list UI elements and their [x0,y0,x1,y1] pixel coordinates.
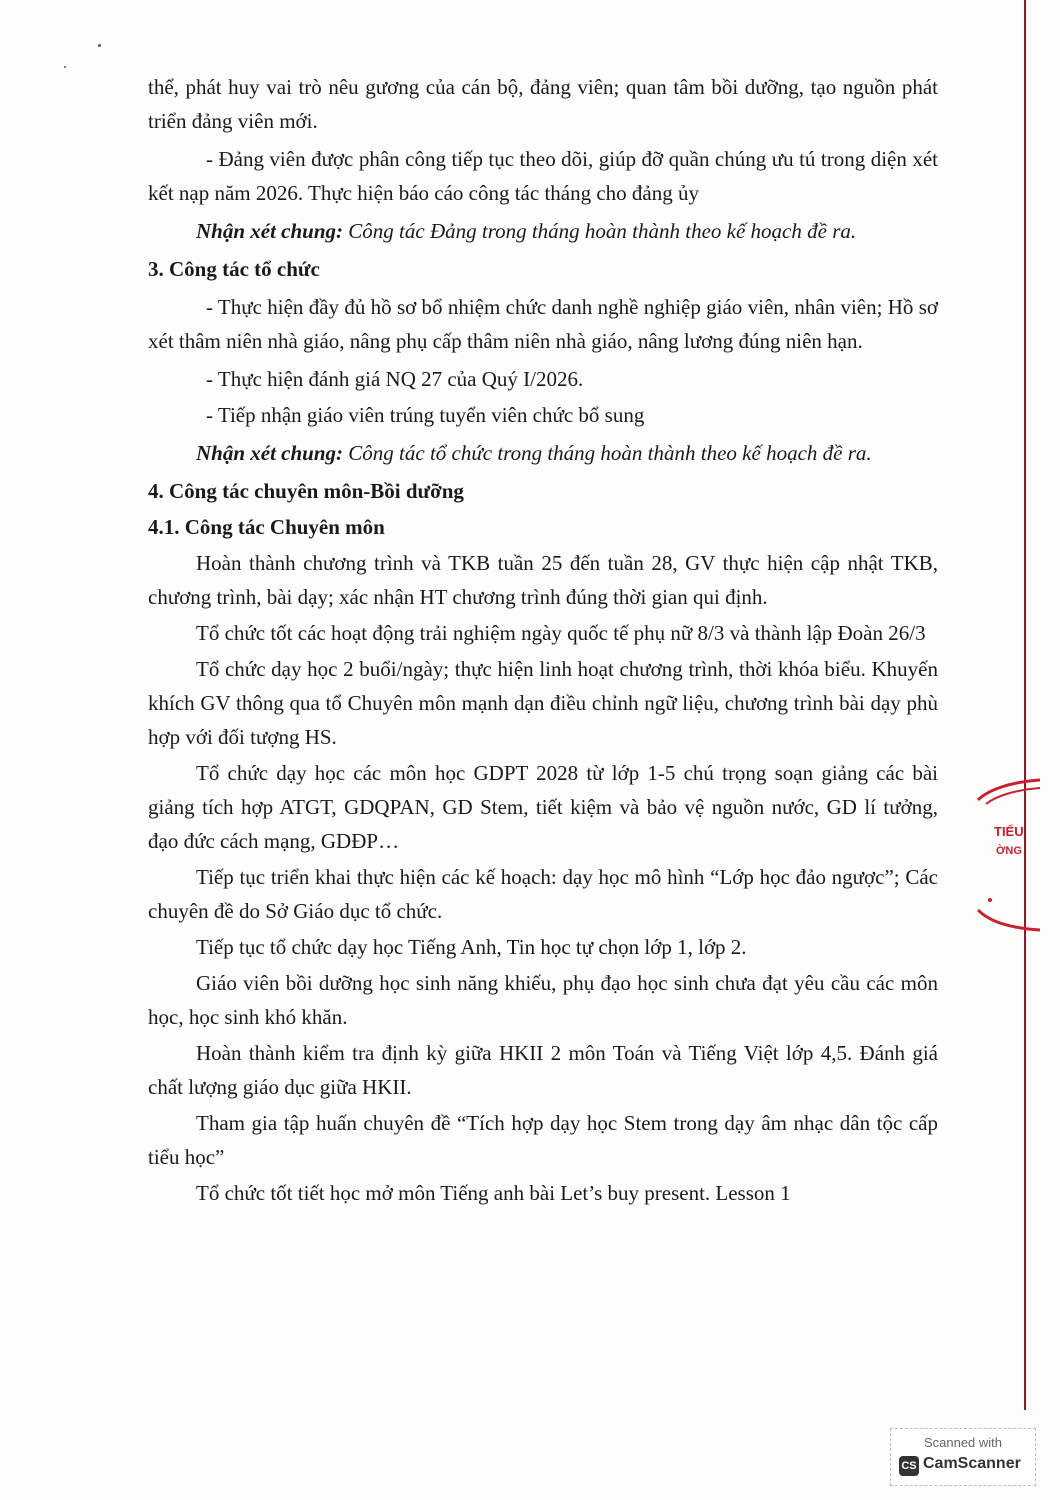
remark-party [148,214,938,248]
document-body [148,70,938,1210]
paragraph: - Đảng viên được phân công tiếp tục theo dõi, giúp đỡ quần chúng ưu tú trong diện xét kết nạp năm 2026. Thực hiện báo cáo công tác tháng cho đảng ủy [148,147,938,205]
paragraph: Tổ chức dạy học 2 buổi/ngày; thực hiện linh hoạt chương trình, thời khóa biểu. Khuyến khích GV thông qua tổ Chuyên môn mạnh dạn điều chỉnh ngữ liệu, chương trình bài dạy phù hợp với đối tượng HS. [148,657,938,749]
paragraph: Tiếp tục triển khai thực hiện các kế hoạch: dạy học mô hình “Lớp học đảo ngược”; Các chuyên đề do Sở Giáo dục tổ chức. [148,865,938,923]
paragraph: Tham gia tập huấn chuyên đề “Tích hợp dạy học Stem trong dạy âm nhạc dân tộc cấp tiểu học” [148,1111,938,1169]
scanned-with-label: Scanned with [923,1435,1003,1450]
paragraph: Tổ chức tốt tiết học mở môn Tiếng anh bài Let’s buy present. Lesson 1 [196,1181,791,1205]
remark-text: Công tác Đảng trong tháng hoàn thành theo kế hoạch đề ra. [343,219,857,243]
section-heading-4: 4. Công tác chuyên môn-Bồi dưỡng [148,479,464,503]
remark-label: Nhận xét chung: [196,219,344,243]
paragraph: - Thực hiện đánh giá NQ 27 của Quý I/2026. [206,367,584,391]
paragraph: Tiếp tục tổ chức dạy học Tiếng Anh, Tin học tự chọn lớp 1, lớp 2. [196,935,747,959]
remark-text: Công tác tổ chức trong tháng hoàn thành theo kế hoạch đề ra. [343,441,872,465]
section-heading-4-1: 4.1. Công tác Chuyên môn [148,515,385,539]
scan-speck [64,66,66,68]
paragraph: - Thực hiện đầy đủ hồ sơ bổ nhiệm chức danh nghề nghiệp giáo viên, nhân viên; Hồ sơ xét thâm niên nhà giáo, nâng phụ cấp thâm niên nhà giáo, nâng lương đúng niên hạn. [148,295,938,353]
paragraph: Hoàn thành chương trình và TKB tuần 25 đến tuần 28, GV thực hiện cập nhật TKB, chương trình, bài dạy; xác nhận HT chương trình đúng thời gian qui định. [148,551,938,609]
paragraph: - Tiếp nhận giáo viên trúng tuyển viên chức bổ sung [206,403,645,427]
camscanner-name: CamScanner [923,1455,1021,1472]
page-edge-line [1024,0,1026,1410]
stamp-text: TIỂU [994,824,1024,839]
stamp-ring-bottom [978,910,1040,930]
scan-speck [98,44,101,47]
paragraph: Tổ chức tốt các hoạt động trải nghiệm ngày quốc tế phụ nữ 8/3 và thành lập Đoàn 26/3 [196,621,926,645]
stamp-ring-top [978,780,1040,800]
camscanner-logo-icon: CS [899,1456,919,1476]
paragraph: Tổ chức dạy học các môn học GDPT 2028 từ lớp 1-5 chú trọng soạn giảng các bài giảng tích hợp ATGT, GDQPAN, GD Stem, tiết kiệm và bảo vệ nguồn nước, GD lí tưởng, đạo đức cách mạng, GDĐP… [148,761,938,853]
remark-organization [148,436,938,470]
paragraph: thể, phát huy vai trò nêu gương của cán bộ, đảng viên; quan tâm bồi dưỡng, tạo nguồn phát triển đảng viên mới. [148,75,938,133]
stamp-text: ỜNG [996,845,1022,857]
section-heading-3: 3. Công tác tổ chức [148,257,320,281]
paragraph: Hoàn thành kiểm tra định kỳ giữa HKII 2 môn Toán và Tiếng Việt lớp 4,5. Đánh giá chất lượng giáo dục giữa HKII. [148,1041,938,1099]
school-stamp [970,770,1040,940]
stamp-dot [988,898,992,902]
paragraph: Giáo viên bồi dưỡng học sinh năng khiếu, phụ đạo học sinh chưa đạt yêu cầu các môn học, học sinh khó khăn. [148,971,938,1029]
remark-label: Nhận xét chung: [196,441,344,465]
camscanner-badge [890,1428,1036,1486]
